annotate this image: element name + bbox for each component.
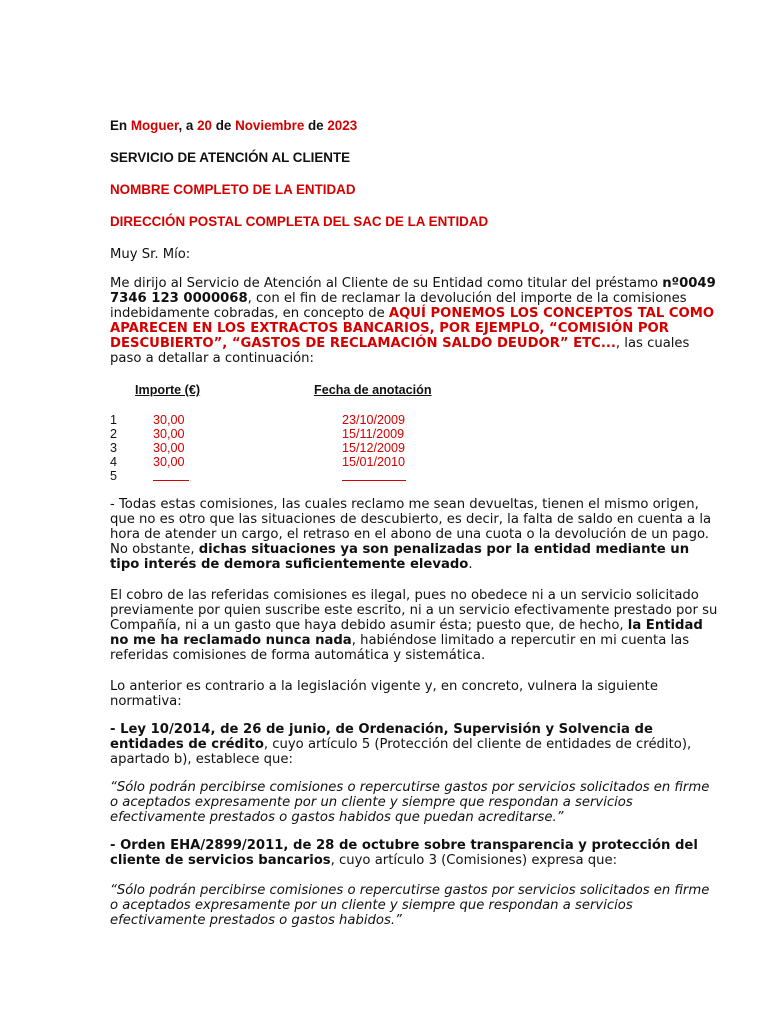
origin-bold: dichas situaciones ya son penalizadas por la entidad mediante un tipo interés de demora suficientemente elevado xyxy=(110,542,690,572)
row-importe: 30,00 xyxy=(153,413,185,427)
row-number: 1 xyxy=(110,413,118,427)
illegal-text-1: El cobro de las referidas comisiones es ilegal, pues no obedece ni a un servicio solicitado previamente por quien suscribe este escrito, ni a un servicio efectivamente prestado por su Compañía, ni a un gasto que haya debido asumir ésta; puesto que, de hecho, xyxy=(110,588,718,633)
date-city: Moguer xyxy=(130,118,179,133)
row-number: 5 xyxy=(110,469,118,483)
row-fecha: 15/11/2009 xyxy=(342,427,405,441)
illegal-paragraph xyxy=(110,588,720,663)
recipient-entity-name: NOMBRE COMPLETO DE LA ENTIDAD xyxy=(110,182,356,197)
origin-text-2: . xyxy=(468,557,473,572)
table-row xyxy=(110,469,720,483)
quote-1: “Sólo podrán percibirse comisiones o repercutirse gastos por servicios solicitados en firme o aceptados expresamente por un cliente y siempre que respondan a servicios efectivamente prestados o gastos habidos que puedan acreditarse.” xyxy=(110,780,710,825)
letter-body xyxy=(110,118,720,928)
date-year: 2023 xyxy=(327,118,358,133)
header-importe: Importe (€) xyxy=(135,383,201,397)
charges-table xyxy=(110,383,720,487)
origin-text-1: - Todas estas comisiones, las cuales reclamo me sean devueltas, tienen el mismo origen, que no es otro que las situaciones de descubierto, es decir, la falta de saldo en cuenta a la hora de atender un cargo, el retraso en el abono de una cuota o la devolución de un pago. No obstante, xyxy=(110,497,712,557)
date-day: 20 xyxy=(197,118,212,133)
table-row xyxy=(110,427,720,441)
quote-2: “Sólo podrán percibirse comisiones o repercutirse gastos por servicios solicitados en firme o aceptados expresamente por un cliente y siempre que respondan a servicios efectivamente prestados o gastos habidos.” xyxy=(110,883,710,928)
greeting: Muy Sr. Mío: xyxy=(110,247,191,262)
law-2-title: - Orden EHA/2899/2011, de 28 de octubre sobre transparencia y protección del cliente de servicios bancarios xyxy=(110,838,698,868)
illegal-text-2: , habiéndose limitado a repercutir en mi cuenta las referidas comisiones de forma automática y sistemática. xyxy=(110,633,690,663)
loan-number: nº0049 7346 123 0000068 xyxy=(110,276,716,306)
row-importe: 30,00 xyxy=(153,441,185,455)
row-importe: 30,00 xyxy=(153,427,185,441)
row-importe: 30,00 xyxy=(153,455,185,469)
contrary-paragraph: Lo anterior es contrario a la legislación vigente y, en concreto, vulnera la siguiente normativa: xyxy=(110,679,658,709)
law-1-paragraph xyxy=(110,722,720,767)
intro-concepts: AQUÍ PONEMOS LOS CONCEPTOS TAL COMO APARECEN EN LOS EXTRACTOS BANCARIOS, POR EJEMPLO, “COMISIÓN POR DESCUBIERTO”, “GASTOS DE RECLAMACIÓN SALDO DEUDOR” ETC... xyxy=(110,306,715,351)
date-sep-de1: de xyxy=(211,118,236,133)
table-row xyxy=(110,441,720,455)
row-number: 4 xyxy=(110,455,118,469)
row-fecha: 23/10/2009 xyxy=(342,413,406,427)
origin-paragraph xyxy=(110,497,720,572)
row-fecha: 15/01/2010 xyxy=(342,455,406,469)
table-row xyxy=(110,413,720,427)
date-sep-a: , a xyxy=(178,118,198,133)
intro-text-3: , las cuales paso a detallar a continuación: xyxy=(110,336,690,366)
date-month: Noviembre xyxy=(235,118,305,133)
intro-paragraph xyxy=(110,276,720,366)
law-2-text: , cuyo artículo 3 (Comisiones) expresa que: xyxy=(330,853,618,868)
row-number: 3 xyxy=(110,441,118,455)
date-prefix: En xyxy=(110,118,131,133)
law-2-paragraph xyxy=(110,838,720,868)
intro-text-1: Me dirijo al Servicio de Atención al Cliente de su Entidad como titular del préstamo xyxy=(110,276,663,291)
date-line xyxy=(110,118,720,133)
table-row xyxy=(110,455,720,469)
date-sep-de2: de xyxy=(304,118,328,133)
recipient-service: SERVICIO DE ATENCIÓN AL CLIENTE xyxy=(110,150,351,165)
law-1-title: - Ley 10/2014, de 26 de junio, de Ordenación, Supervisión y Solvencia de entidades de crédito xyxy=(110,722,653,752)
illegal-bold: la Entidad no me ha reclamado nunca nada xyxy=(110,618,703,648)
row-fecha: 15/12/2009 xyxy=(342,441,406,455)
recipient-address: DIRECCIÓN POSTAL COMPLETA DEL SAC DE LA ENTIDAD xyxy=(110,214,489,229)
header-fecha: Fecha de anotación xyxy=(314,383,432,397)
row-number: 2 xyxy=(110,427,118,441)
intro-text-2: , con el fin de reclamar la devolución del importe de la comisiones indebidamente cobradas, en concepto de xyxy=(110,291,687,321)
law-1-text: , cuyo artículo 5 (Protección del cliente de entidades de crédito), apartado b), establece que: xyxy=(110,737,692,767)
